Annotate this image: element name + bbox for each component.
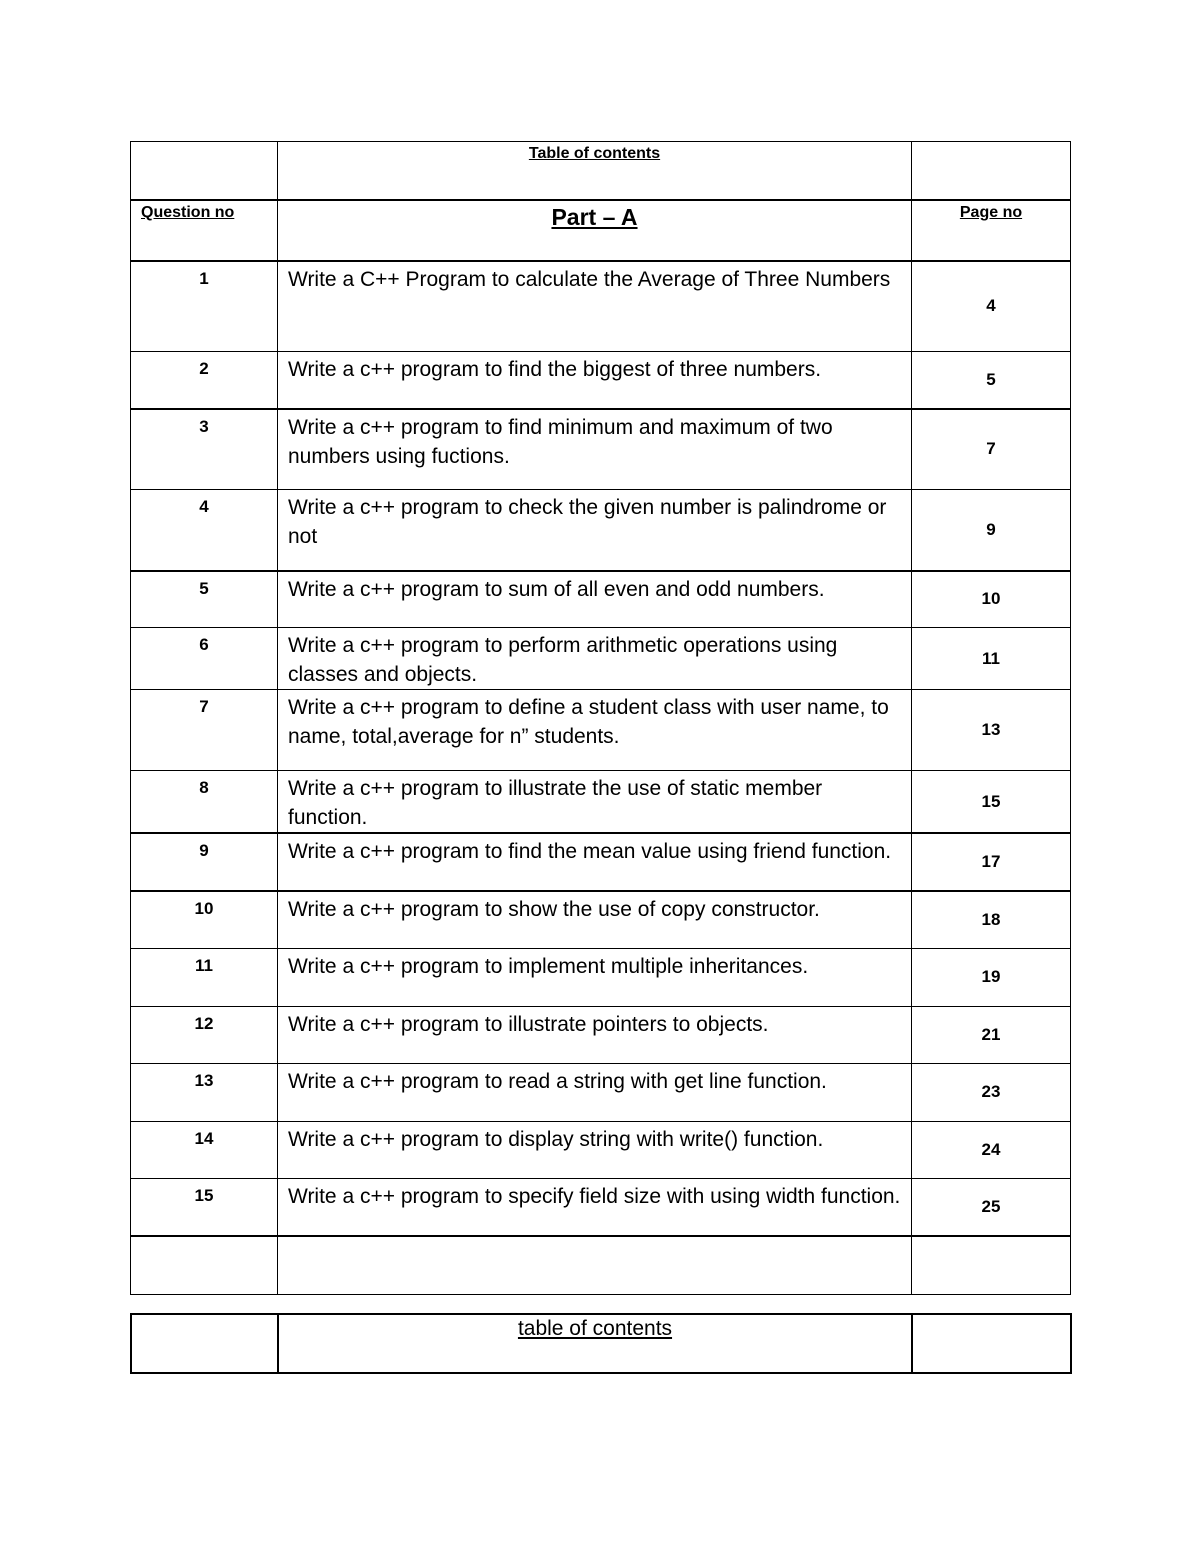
secondary-table-title: table of contents	[278, 1314, 912, 1373]
secondary-header-row	[131, 1314, 1071, 1373]
question-title: Write a c++ program to illustrate the use of static member function.	[278, 771, 912, 834]
page-column-header: Page no	[912, 200, 1071, 261]
table-row	[131, 891, 1071, 948]
table-title: Table of contents	[278, 142, 912, 200]
question-title: Write a c++ program to specify field size with using width function.	[278, 1178, 912, 1236]
question-title: Write a c++ program to show the use of copy constructor.	[278, 891, 912, 948]
question-number: 6	[131, 628, 278, 690]
question-title: Write a c++ program to find the biggest of three numbers.	[278, 352, 912, 409]
question-number: 15	[131, 1178, 278, 1236]
question-title: Write a c++ program to find minimum and maximum of two numbers using fuctions.	[278, 409, 912, 490]
question-title: Write a c++ program to read a string with get line function.	[278, 1063, 912, 1121]
empty-cell	[131, 1236, 278, 1294]
header-empty-left	[131, 142, 278, 200]
table-row	[131, 490, 1071, 571]
header-empty-right	[912, 142, 1071, 200]
table-row	[131, 571, 1071, 628]
question-number: 14	[131, 1121, 278, 1178]
table-row	[131, 1178, 1071, 1236]
table-row	[131, 771, 1071, 834]
empty-cell	[278, 1236, 912, 1294]
page-number: 19	[912, 948, 1071, 1006]
question-number: 5	[131, 571, 278, 628]
question-number: 2	[131, 352, 278, 409]
page-number: 13	[912, 690, 1071, 771]
table-row	[131, 628, 1071, 690]
table-row	[131, 690, 1071, 771]
table-row	[131, 352, 1071, 409]
table-row	[131, 833, 1071, 891]
table-row	[131, 1063, 1071, 1121]
question-number: 13	[131, 1063, 278, 1121]
question-title: Write a c++ program to check the given number is palindrome or not	[278, 490, 912, 571]
header-row-top	[131, 142, 1071, 200]
question-column-header: Question no	[131, 200, 278, 261]
table-row	[131, 1121, 1071, 1178]
question-title: Write a c++ program to sum of all even and odd numbers.	[278, 571, 912, 628]
page-number: 10	[912, 571, 1071, 628]
empty-row	[131, 1236, 1071, 1294]
table-row	[131, 409, 1071, 490]
page-number: 9	[912, 490, 1071, 571]
question-number: 10	[131, 891, 278, 948]
page-number: 15	[912, 771, 1071, 834]
part-title: Part – A	[278, 200, 912, 261]
table-row	[131, 1006, 1071, 1063]
header-row-columns	[131, 200, 1071, 261]
question-number: 1	[131, 261, 278, 352]
page-number: 7	[912, 409, 1071, 490]
page-number: 24	[912, 1121, 1071, 1178]
page-number: 18	[912, 891, 1071, 948]
question-title: Write a c++ program to illustrate pointers to objects.	[278, 1006, 912, 1063]
page-number: 21	[912, 1006, 1071, 1063]
page-number: 5	[912, 352, 1071, 409]
question-number: 12	[131, 1006, 278, 1063]
page-number: 23	[912, 1063, 1071, 1121]
page-number: 17	[912, 833, 1071, 891]
toc-table-secondary	[130, 1313, 1072, 1374]
empty-cell	[912, 1236, 1071, 1294]
question-title: Write a c++ program to define a student class with user name, to name, total,average for n” students.	[278, 690, 912, 771]
page-number: 4	[912, 261, 1071, 352]
question-title: Write a c++ program to find the mean value using friend function.	[278, 833, 912, 891]
page-number: 11	[912, 628, 1071, 690]
question-title: Write a c++ program to perform arithmetic operations using classes and objects.	[278, 628, 912, 690]
question-number: 9	[131, 833, 278, 891]
question-number: 3	[131, 409, 278, 490]
table-row	[131, 948, 1071, 1006]
page-number: 25	[912, 1178, 1071, 1236]
question-number: 8	[131, 771, 278, 834]
secondary-empty-left	[131, 1314, 278, 1373]
question-number: 4	[131, 490, 278, 571]
table-row	[131, 261, 1071, 352]
secondary-empty-right	[912, 1314, 1071, 1373]
toc-table	[130, 141, 1071, 1295]
question-title: Write a c++ program to implement multiple inheritances.	[278, 948, 912, 1006]
question-number: 11	[131, 948, 278, 1006]
question-number: 7	[131, 690, 278, 771]
question-title: Write a C++ Program to calculate the Average of Three Numbers	[278, 261, 912, 352]
question-title: Write a c++ program to display string with write() function.	[278, 1121, 912, 1178]
